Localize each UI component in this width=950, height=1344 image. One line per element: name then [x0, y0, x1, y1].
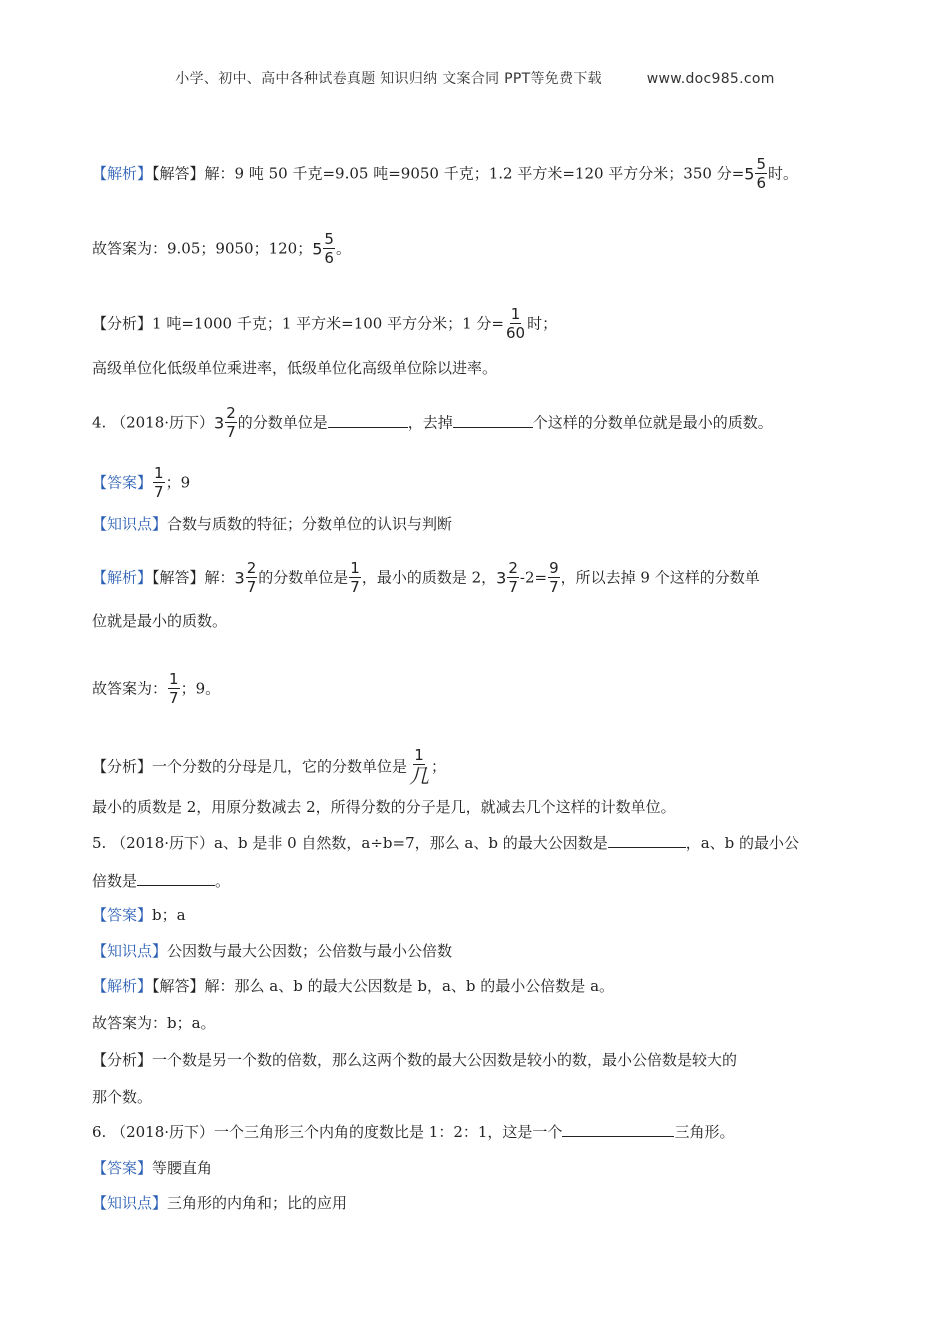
- q5-answer-text: b；a: [152, 906, 186, 924]
- q3-solution-whole: 5: [744, 164, 755, 184]
- q5-text-a: 5. （2018·历下）a、b 是非 0 自然数，a÷b=7，那么 a、b 的最大公因数是: [92, 834, 608, 852]
- answer-tag: 【答案】: [92, 906, 153, 924]
- fraction-numerator: 1: [510, 305, 521, 323]
- q4-answer-fraction: [153, 465, 165, 500]
- q6-answer-text: 等腰直角: [152, 1159, 213, 1177]
- q4-blank-2[interactable]: [453, 413, 533, 428]
- q4-analysis-line2: 最小的质数是 2，用原分数减去 2，所得分数的分子是几，就减去几个这样的计数单位。: [92, 798, 676, 816]
- fraction-denominator: 6: [324, 249, 334, 267]
- q4-sol-text-b: 的分数单位是: [258, 568, 349, 587]
- q6-question: [92, 1122, 734, 1142]
- q3-final-whole: 5: [312, 239, 323, 259]
- q4-sol2-whole: 3: [496, 568, 507, 588]
- q3-analysis-fraction: [505, 306, 526, 341]
- fraction-denominator: 7: [246, 578, 257, 596]
- q3-solution-line: [92, 157, 798, 192]
- q5-analysis-text: 一个数是另一个数的倍数，那么这两个数的最大公因数是较小的数，最小公倍数是较大的: [152, 1051, 738, 1069]
- q3-analysis-text: 1 吨=1000 千克；1 平方米=100 平方分米；1 分=: [152, 314, 504, 333]
- q4-sol-text-d: -2=: [519, 568, 548, 587]
- q3-solution-text: 解：9 吨 50 千克=9.05 吨=9050 千克；1.2 平方米=120 平方分米；350 分=: [204, 164, 745, 183]
- q5-text-d: 。: [215, 872, 231, 890]
- fraction-numerator: 2: [246, 559, 257, 577]
- q4-text-c: 个这样的分数单位就是最小的质数。: [532, 413, 773, 432]
- q4-sol-text-c: ，最小的质数是 2，: [361, 568, 497, 587]
- q6-knowledge-text: 三角形的内角和；比的应用: [167, 1194, 348, 1212]
- fraction-numerator: 1: [169, 670, 179, 688]
- fraction-numerator: 1: [154, 464, 164, 482]
- fenxi-tag: 【分析】: [92, 314, 153, 333]
- q3-solution-fraction: [755, 156, 767, 191]
- fraction-numerator: 5: [324, 230, 334, 248]
- fraction-numerator: 2: [508, 559, 518, 577]
- q4-prefix: 4. （2018·历下）: [92, 413, 215, 432]
- q4-analysis: [92, 748, 446, 787]
- q4-answer: [92, 466, 190, 501]
- fraction-denominator: 7: [169, 689, 179, 707]
- q6-text-a: 6. （2018·历下）一个三角形三个内角的度数比是 1：2：1，这是一个: [92, 1123, 563, 1141]
- fraction-denominator: 60: [506, 324, 526, 342]
- q5-solution: [92, 976, 614, 996]
- q5-text-b: ，a、b 的最小公: [685, 834, 800, 852]
- q5-knowledge-text: 公因数与最大公因数；公倍数与最小公倍数: [167, 942, 453, 960]
- q5-blank-2[interactable]: [137, 871, 215, 886]
- fenxi-tag: 【分析】: [92, 1051, 153, 1069]
- fraction-denominator: 7: [154, 483, 164, 501]
- q4-sol-unit-fraction: [349, 560, 361, 595]
- q4-analysis-fraction: [408, 747, 430, 786]
- answer-tag: 【答案】: [92, 1159, 153, 1177]
- q5-analysis-line2: 那个数。: [92, 1088, 153, 1106]
- analysis-tag: 【解析】: [92, 164, 153, 183]
- solution-tag: 【解答】: [152, 164, 205, 183]
- knowledge-tag: 【知识点】: [92, 515, 168, 533]
- page-header: [0, 68, 950, 88]
- q5-analysis: [92, 1050, 737, 1070]
- q4-solution-line2: 位就是最小的质数。: [92, 612, 228, 630]
- q5-solution-text: 解：那么 a、b 的最大公因数是 b，a、b 的最小公倍数是 a。: [204, 977, 615, 995]
- q4-text-b: ，去掉: [407, 413, 453, 432]
- q4-solution-text: 解：: [204, 568, 235, 587]
- q4-final-text: 故答案为：: [92, 679, 168, 698]
- fraction-denominator: 7: [508, 578, 518, 596]
- q3-final-fraction: [323, 231, 335, 266]
- fraction-numerator: 9: [549, 559, 559, 577]
- solution-tag: 【解答】: [152, 568, 205, 587]
- q6-answer: [92, 1158, 212, 1178]
- q6-text-b: 三角形。: [674, 1123, 735, 1141]
- fraction-denominator: 几: [409, 764, 430, 788]
- fenxi-tag: 【分析】: [92, 757, 153, 776]
- q4-answer-rest: ；9: [165, 473, 191, 492]
- q4-sol-fraction: [246, 560, 258, 595]
- analysis-tag: 【解析】: [92, 568, 153, 587]
- q4-sol-text-e: ，所以去掉 9 个这样的分数单: [560, 568, 760, 587]
- q4-solution: [92, 561, 760, 596]
- q5-question-line1: [92, 833, 799, 853]
- q4-whole: 3: [214, 413, 225, 433]
- q3-analysis-end: 时；: [527, 314, 558, 333]
- analysis-tag: 【解析】: [92, 977, 153, 995]
- q6-knowledge: [92, 1193, 347, 1213]
- fraction-denominator: 7: [226, 423, 236, 441]
- q3-final-end: 。: [335, 239, 351, 258]
- q3-final-text: 故答案为：9.05；9050；120；: [92, 239, 313, 258]
- knowledge-tag: 【知识点】: [92, 1194, 168, 1212]
- q4-analysis-text: 一个分数的分母是几，它的分数单位是: [152, 757, 408, 776]
- solution-tag: 【解答】: [152, 977, 205, 995]
- fraction-numerator: 1: [350, 559, 360, 577]
- fraction-numerator: 5: [756, 155, 767, 173]
- fraction-denominator: 6: [756, 174, 767, 192]
- q4-final-answer: [92, 672, 220, 707]
- header-site-link[interactable]: www.doc985.com: [646, 71, 775, 87]
- q4-knowledge-text: 合数与质数的特征；分数单位的认识与判断: [167, 515, 453, 533]
- fraction-numerator: 2: [226, 404, 236, 422]
- q4-knowledge: [92, 514, 452, 534]
- q5-blank-1[interactable]: [608, 833, 686, 848]
- q5-text-c: 倍数是: [92, 872, 138, 890]
- q4-final-fraction: [168, 671, 180, 706]
- q4-final-end: ；9。: [180, 679, 221, 698]
- q3-solution-end: 时。: [768, 164, 799, 183]
- q6-blank[interactable]: [562, 1122, 674, 1137]
- q4-fraction: [225, 405, 237, 440]
- answer-tag: 【答案】: [92, 473, 153, 492]
- q5-knowledge: [92, 941, 452, 961]
- q4-blank-1[interactable]: [328, 413, 408, 428]
- q3-analysis-line2: 高级单位化低级单位乘进率，低级单位化高级单位除以进率。: [92, 359, 498, 377]
- fraction-denominator: 7: [350, 578, 360, 596]
- q4-sol-whole: 3: [234, 568, 245, 588]
- q3-final-answer: [92, 232, 351, 267]
- fraction-numerator: 1: [414, 746, 424, 764]
- q4-question: [92, 406, 773, 441]
- q3-analysis: [92, 307, 557, 342]
- q5-final-answer: 故答案为：b；a。: [92, 1014, 216, 1032]
- q4-analysis-end: ；: [431, 757, 447, 776]
- q4-sol2-fraction: [507, 560, 519, 595]
- q4-text-a: 的分数单位是: [237, 413, 328, 432]
- header-title: 小学、初中、高中各种试卷真题 知识归纳 文案合同 PPT等免费下载: [175, 71, 602, 87]
- knowledge-tag: 【知识点】: [92, 942, 168, 960]
- q5-answer: [92, 905, 186, 925]
- q5-question-line2: [92, 871, 230, 891]
- fraction-denominator: 7: [549, 578, 559, 596]
- q4-sol-result-fraction: [548, 560, 560, 595]
